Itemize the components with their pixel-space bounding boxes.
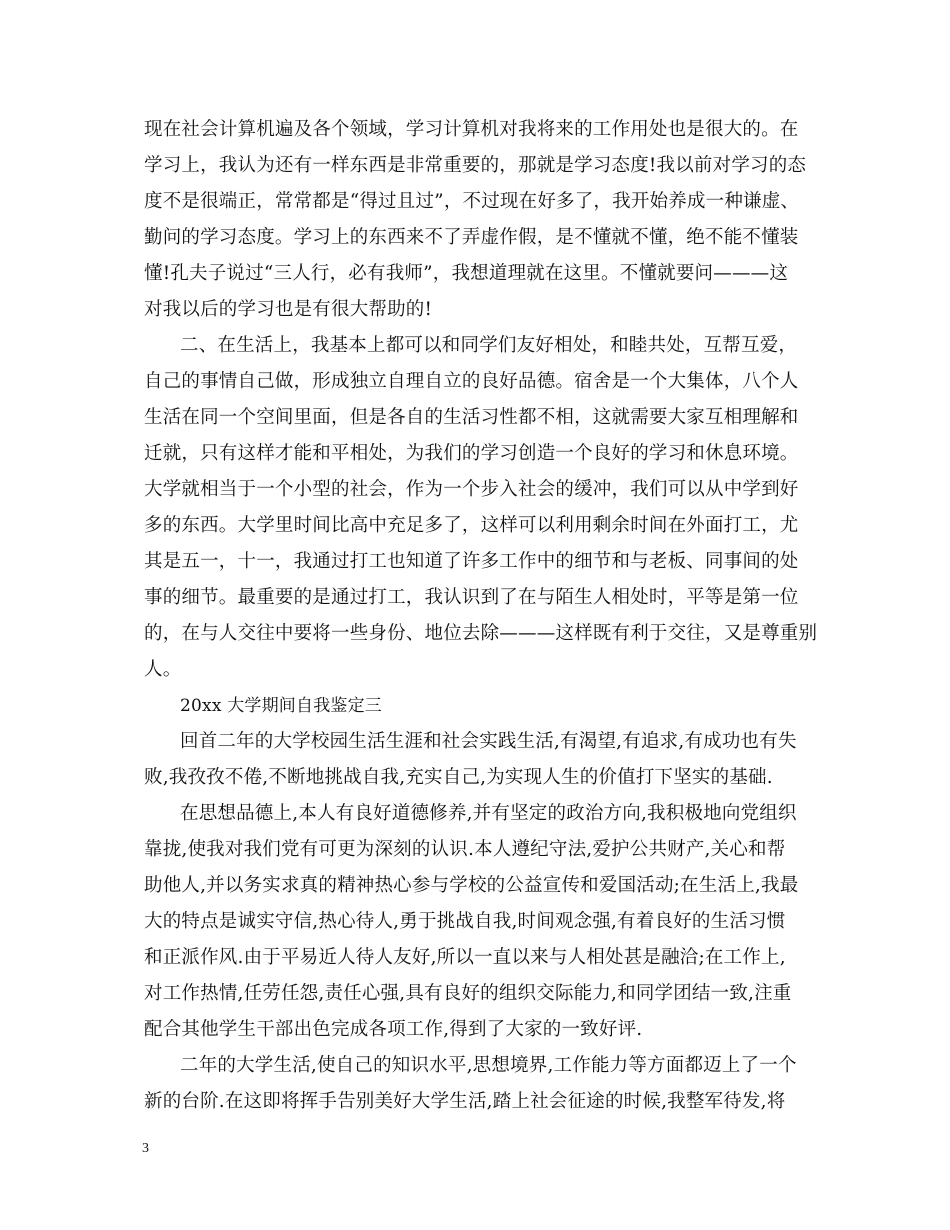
- text-line: 对我以后的学习也是有很大帮助的!: [144, 299, 433, 320]
- text-line: 其是五一，十一，我通过打工也知道了许多工作中的细节和与老板、同事间的处: [144, 551, 799, 572]
- text-line: 回首二年的大学校园生活生涯和社会实践生活,有渴望,有追求,有成功也有失: [180, 731, 797, 752]
- text-line: 勤问的学习态度。学习上的东西来不了弄虚作假，是不懂就不懂，绝不能不懂装: [144, 227, 799, 248]
- text-line: 人。: [144, 659, 182, 680]
- text-line: 败,我孜孜不倦,不断地挑战自我,充实自己,为实现人生的价值打下坚实的基础.: [144, 767, 773, 788]
- text-line: 度不是很端正，常常都是“得过且过”，不过现在好多了，我开始养成一种谦虚、: [144, 191, 800, 212]
- text-line: 和正派作风.由于平易近人待人友好,所以一直以来与人相处甚是融洽;在工作上,: [144, 947, 786, 968]
- text-line: 大学就相当于一个小型的社会，作为一个步入社会的缓冲，我们可以从中学到好: [144, 479, 799, 500]
- text-line: 二年的大学生活,使自己的知识水平,思想境界,工作能力等方面都迈上了一个: [180, 1055, 797, 1076]
- text-line: 学习上，我认为还有一样东西是非常重要的，那就是学习态度!我以前对学习的态: [144, 155, 807, 176]
- text-line: 生活在同一个空间里面，但是各自的生活习性都不相，这就需要大家互相理解和: [144, 407, 799, 428]
- text-line: 多的东西。大学里时间比高中充足多了，这样可以利用剩余时间在外面打工，尤: [144, 515, 799, 536]
- text-line: 现在社会计算机遍及各个领域，学习计算机对我将来的工作用处也是很大的。在: [144, 119, 799, 140]
- text-line: 在思想品德上,本人有良好道德修养,并有坚定的政治方向,我积极地向党组织: [180, 803, 797, 824]
- text-line: 迁就，只有这样才能和平相处，为我们的学习创造一个良好的学习和休息环境。: [144, 443, 799, 464]
- section-heading: 20xx 大学期间自我鉴定三: [180, 696, 383, 716]
- text-line: 助他人,并以务实求真的精神热心参与学校的公益宣传和爱国活动;在生活上,我最: [144, 875, 799, 896]
- text-line: 自己的事情自己做，形成独立自理自立的良好品德。宿舍是一个大集体，八个人: [144, 371, 799, 392]
- text-line: 新的台阶.在这即将挥手告别美好大学生活,踏上社会征途的时候,我整军待发,将: [144, 1091, 786, 1112]
- text-line: 二、在生活上，我基本上都可以和同学们友好相处，和睦共处，互帮互爱，: [180, 335, 798, 356]
- text-line: 事的细节。最重要的是通过打工，我认识到了在与陌生人相处时，平等是第一位: [144, 587, 799, 608]
- page-number: 3: [142, 1141, 149, 1156]
- text-line: 的，在与人交往中要将一些身份、地位去除———这样既有利于交往，又是尊重别: [144, 623, 818, 644]
- text-line: 对工作热情,任劳任怨,责任心强,具有良好的组织交际能力,和同学团结一致,注重: [144, 983, 792, 1004]
- text-line: 懂!孔夫子说过“三人行，必有我师”，我想道理就在这里。不懂就要问———这: [144, 263, 789, 284]
- text-line: 大的特点是诚实守信,热心待人,勇于挑战自我,时间观念强,有着良好的生活习惯: [144, 911, 786, 932]
- text-line: 靠拢,使我对我们党有可更为深刻的认识.本人遵纪守法,爱护公共财产,关心和帮: [144, 839, 786, 860]
- text-line: 配合其他学生干部出色完成各项工作,得到了大家的一致好评.: [144, 1019, 643, 1040]
